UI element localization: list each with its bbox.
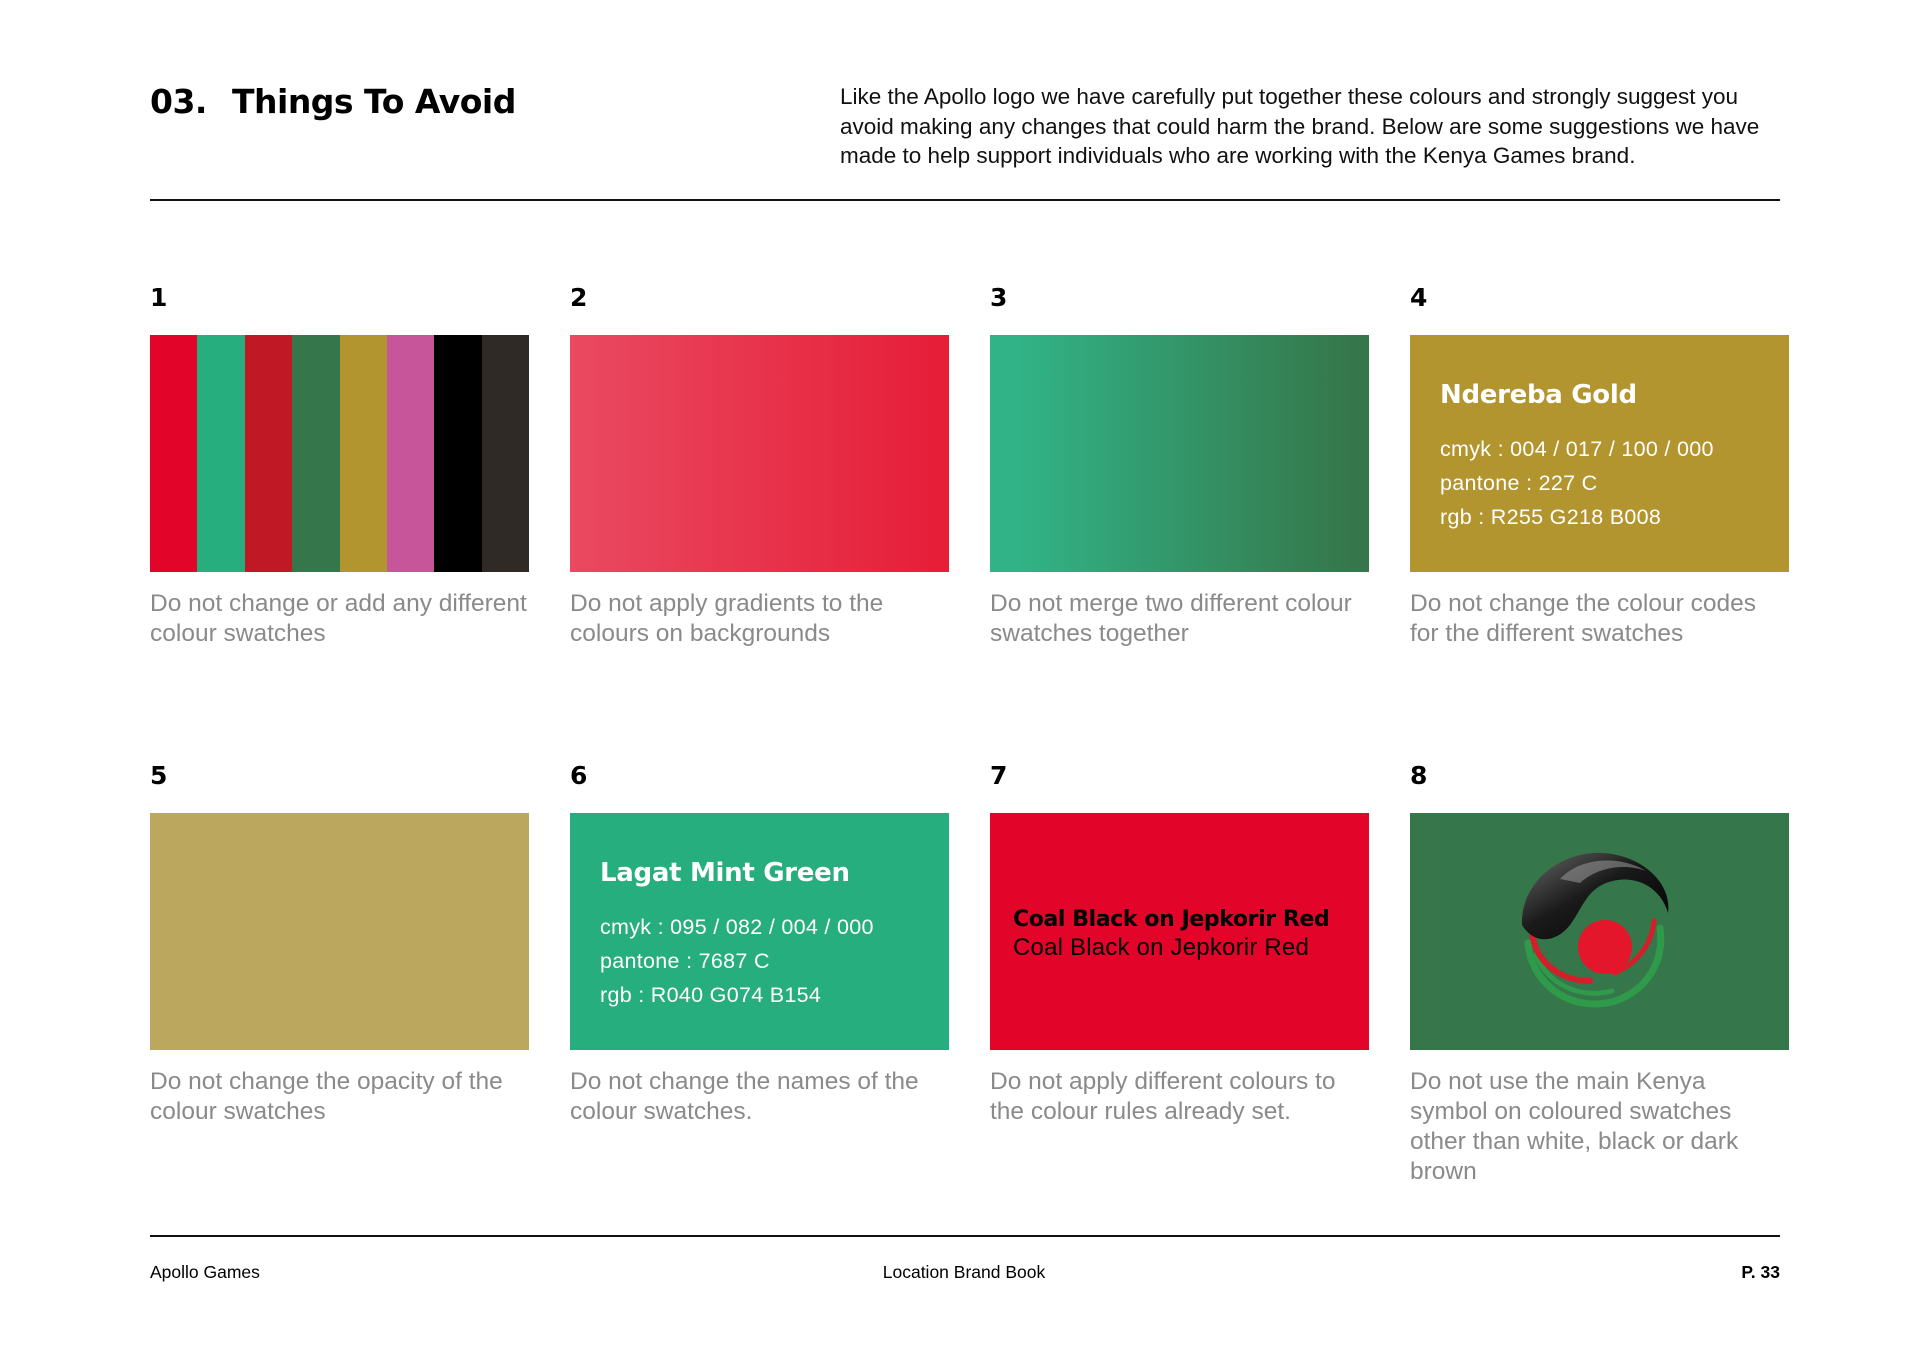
rule-caption: Do not change or add any different colour swatches [150,590,527,647]
rule-card-2 [570,283,949,649]
intro-paragraph: Like the Apollo logo we have carefully put together these colours and strongly suggest you avoid making any changes that could harm the brand. Below are some suggestions we have made to help support individuals who are working with the Kenya Games brand. [840,84,1760,168]
faded-gold-swatch-example [150,813,529,1050]
rule-number: 1 [150,283,168,312]
rule-card-5 [150,761,529,1127]
section-title: Things To Avoid [232,82,516,121]
colour-stripe-1 [150,335,197,572]
red-swatch-text-example [990,813,1369,1050]
merged-green-gradient-example [990,335,1369,572]
swatch-name: Ndereba Gold [1440,380,1637,410]
red-gradient-example [570,335,949,572]
rule-caption: Do not change the colour codes for the different swatches [1410,590,1756,647]
swatch-pantone: pantone : 7687 C [600,949,770,973]
rule-card-7 [990,761,1369,1127]
swatch-pantone: pantone : 227 C [1440,471,1598,495]
footer-divider [150,1235,1780,1237]
rule-caption: Do not change the names of the colour swatches. [570,1068,919,1125]
rule-number: 6 [570,761,588,790]
colour-stripe-7 [434,335,481,572]
header-divider [150,199,1780,201]
gold-swatch-example [1410,335,1789,572]
footer-brand: Apollo Games [150,1262,260,1282]
page-number: P. 33 [1741,1262,1780,1282]
section-number: 03. [150,82,207,121]
colour-stripe-3 [245,335,292,572]
rule-caption: Do not apply gradients to the colours on backgrounds [570,590,884,647]
colour-stripe-8 [482,335,529,572]
rule-number: 3 [990,283,1008,312]
rule-caption: Do not apply different colours to the colour rules already set. [990,1068,1336,1125]
rule-card-4 [1410,283,1789,649]
colour-stripe-2 [197,335,244,572]
colour-stripe-6 [387,335,434,572]
swatch-name: Lagat Mint Green [600,858,850,888]
rule-caption: Do not merge two different colour swatches together [990,590,1352,647]
rule-caption: Do not use the main Kenya symbol on coloured swatches other than white, black or dark brown [1410,1068,1739,1185]
rule-number: 2 [570,283,588,312]
swatch-bold-text: Coal Black on Jepkorir Red [1013,907,1330,932]
rule-card-6 [570,761,949,1127]
rule-number: 8 [1410,761,1428,790]
mint-green-swatch-example [570,813,949,1050]
rule-card-8 [1410,761,1789,1187]
stripe-group [150,335,529,572]
swatch-light-text: Coal Black on Jepkorir Red [1013,934,1310,961]
rule-card-1 [150,283,529,649]
page-title [150,82,516,121]
rule-number: 7 [990,761,1008,790]
rule-number: 5 [150,761,168,790]
swatch-cmyk: cmyk : 095 / 082 / 004 / 000 [600,915,874,939]
swatch-rgb: rgb : R255 G218 B008 [1440,505,1662,529]
colour-stripe-4 [292,335,339,572]
rule-card-3 [990,283,1369,649]
rule-number: 4 [1410,283,1428,312]
colour-stripes-example [150,335,529,572]
rule-caption: Do not change the opacity of the colour swatches [150,1068,503,1125]
swatch-cmyk: cmyk : 004 / 017 / 100 / 000 [1440,437,1714,461]
kenya-symbol-on-green-example [1410,813,1789,1050]
footer-document-title: Location Brand Book [882,1262,1046,1282]
swatch-rgb: rgb : R040 G074 B154 [600,983,822,1007]
colour-stripe-5 [340,335,387,572]
kenya-symbol-icon [1410,813,1789,1050]
